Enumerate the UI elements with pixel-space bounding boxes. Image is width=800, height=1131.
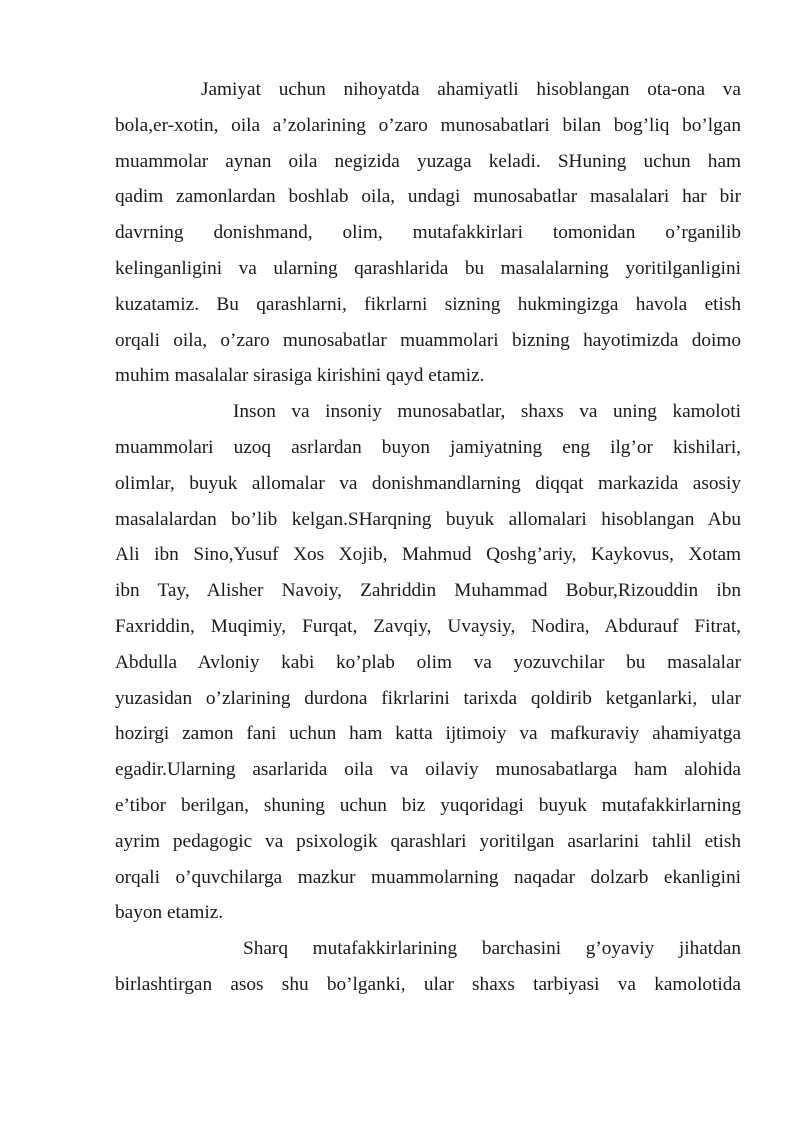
paragraph-2 <box>115 394 741 931</box>
text-line: qadim zamonlardan boshlab oila, undagi munosabatlar masalalari har bir <box>115 186 741 208</box>
text-line: orqali oila, o’zaro munosabatlar muammolari bizning hayotimizda doimo <box>115 329 741 351</box>
text-line: ibn Tay, Alisher Navoiy, Zahriddin Muhammad Bobur,Rizouddin ibn <box>115 580 741 602</box>
text-line: Jamiyat uchun nihoyatda ahamiyatli hisoblangan ota-ona va <box>201 79 741 100</box>
paragraph-3 <box>115 931 741 1003</box>
text-line: orqali o’quvchilarga mazkur muammolarning naqadar dolzarb ekanligini <box>115 866 741 888</box>
text-line: Faxriddin, Muqimiy, Furqat, Zavqiy, Uvaysiy, Nodira, Abdurauf Fitrat, <box>115 615 741 637</box>
document-page <box>115 72 741 1003</box>
text-line: muammolari uzoq asrlardan buyon jamiyatning eng ilg’or kishilari, <box>115 436 741 458</box>
text-line: kelinganligini va ularning qarashlarida bu masalalarning yoritilganligini <box>115 257 741 279</box>
text-line: bola,er-xotin, oila a’zolarining o’zaro munosabatlari bilan bog’liq bo’lgan <box>115 114 741 136</box>
text-line: muhim masalalar sirasiga kirishini qayd etamiz. <box>115 365 485 387</box>
text-line: egadir.Ularning asarlarida oila va oilaviy munosabatlarga ham alohida <box>115 759 741 781</box>
text-line: Sharq mutafakkirlarining barchasini g’oyaviy jihatdan <box>243 938 741 960</box>
text-line: birlashtirgan asos shu bo’lganki, ular shaxs tarbiyasi va kamolotida <box>115 973 741 995</box>
text-line: e’tibor berilgan, shuning uchun biz yuqoridagi buyuk mutafakkirlarning <box>115 794 741 816</box>
text-line: Ali ibn Sino,Yusuf Xos Xojib, Mahmud Qoshg’ariy, Kaykovus, Xotam <box>115 544 741 566</box>
text-line: ayrim pedagogic va psixologik qarashlari yoritilgan asarlarini tahlil etish <box>115 830 741 852</box>
text-line: olimlar, buyuk allomalar va donishmandlarning diqqat markazida asosiy <box>115 472 741 494</box>
text-line: masalalardan bo’lib kelgan.SHarqning buyuk allomalari hisoblangan Abu <box>115 508 741 530</box>
text-line: kuzatamiz. Bu qarashlarni, fikrlarni sizning hukmingizga havola etish <box>115 293 741 315</box>
text-line: Inson va insoniy munosabatlar, shaxs va uning kamoloti <box>233 401 741 423</box>
text-line: muammolar aynan oila negizida yuzaga keladi. SHuning uchun ham <box>115 150 741 172</box>
text-line: bayon etamiz. <box>115 902 224 924</box>
text-line: Abdulla Avloniy kabi ko’plab olim va yozuvchilar bu masalalar <box>115 651 741 673</box>
text-line: davrning donishmand, olim, mutafakkirlari tomonidan o’rganilib <box>115 222 741 244</box>
text-line: yuzasidan o’zlarining durdona fikrlarini tarixda qoldirib ketganlarki, ular <box>115 687 741 709</box>
paragraph-1 <box>115 72 741 394</box>
text-line: hozirgi zamon fani uchun ham katta ijtimoiy va mafkuraviy ahamiyatga <box>115 723 741 745</box>
